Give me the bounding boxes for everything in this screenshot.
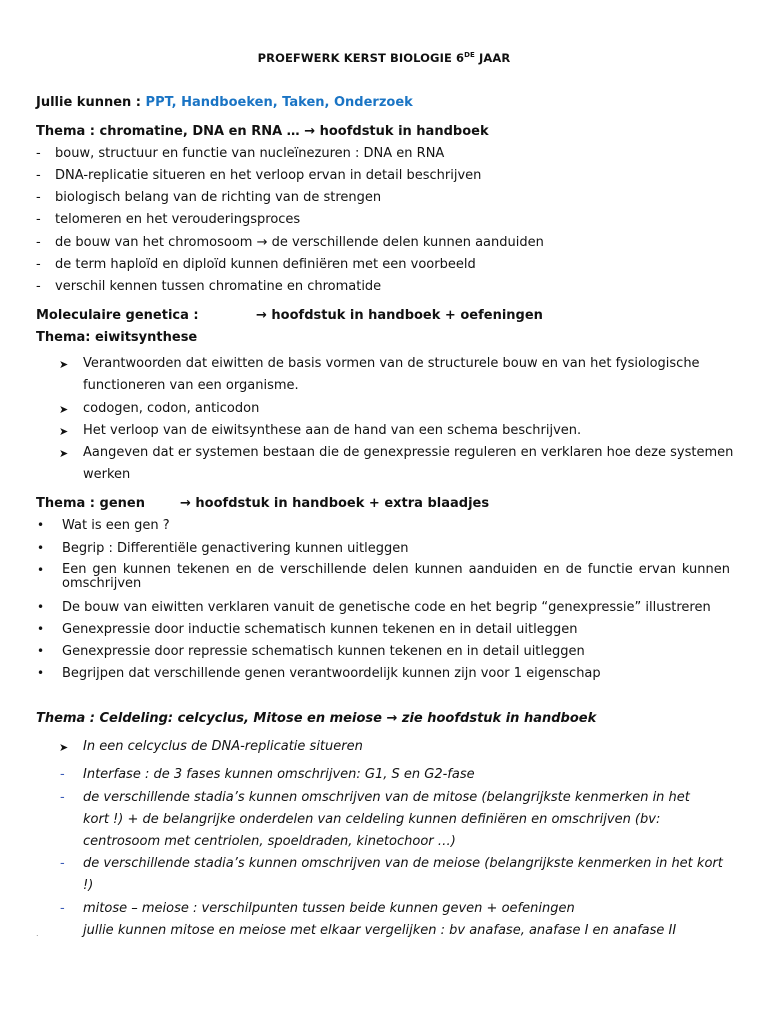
list-item: Genexpressie door repressie schematisch kunnen tekenen en in detail uitleggen [62, 644, 585, 659]
list-item-cont: functioneren van een organisme. [83, 378, 299, 393]
list-item: de verschillende stadia’s kunnen omschrijven van de mitose (belangrijkste kenmerken in het [83, 790, 690, 805]
intro-line: Jullie kunnen : PPT, Handboeken, Taken, Onderzoek [36, 95, 413, 110]
sec3-heading: Thema : genen → hoofdstuk in handboek + extra blaadjes [36, 496, 490, 511]
list-item: Verantwoorden dat eiwitten de basis vormen van de structurele bouw en van het fysiologische [83, 356, 700, 371]
list-item: Het verloop van de eiwitsynthese aan de hand van een schema beschrijven. [83, 423, 582, 438]
list-item: In een celcyclus de DNA-replicatie situeren [83, 739, 363, 754]
sec2-subheading: Thema: eiwitsynthese [36, 330, 198, 345]
list-item-cont: kort !) + de belangrijke onderdelen van celdeling kunnen definiëren en omschrijven (bv: [83, 812, 661, 827]
list-item-cont: werken [83, 467, 131, 482]
list-item: DNA-replicatie situeren en het verloop ervan in detail beschrijven [55, 168, 482, 183]
list-item: Een gen kunnen tekenen en de verschillende delen kunnen aanduiden en de functie ervan kunnen omschrijven [62, 562, 730, 591]
arrow-bullet-icon: ➤ [59, 425, 69, 438]
list-item-cont: !) [83, 878, 94, 893]
list-item: Genexpressie door inductie schematisch kunnen tekenen en in detail uitleggen [62, 622, 578, 637]
list-item: de verschillende stadia’s kunnen omschrijven van de meiose (belangrijkste kenmerken in het kort [83, 856, 723, 871]
list-item: jullie kunnen mitose en meiose met elkaar vergelijken : bv anafase, anafase I en anafase II [83, 923, 677, 938]
list-item: biologisch belang van de richting van de strengen [55, 190, 382, 205]
list-item: Begrip : Differentiële genactivering kunnen uitleggen [62, 541, 409, 556]
list-item: de bouw van het chromosoom → de verschillende delen kunnen aanduiden [55, 235, 544, 250]
list-item: de term haploïd en diploïd kunnen definiëren met een voorbeeld [55, 257, 476, 272]
list-item: bouw, structuur en functie van nucleïnezuren : DNA en RNA [55, 146, 445, 161]
list-item: Aangeven dat er systemen bestaan die de genexpressie reguleren en verklaren hoe deze systemen [83, 445, 734, 460]
arrow-bullet-icon: ➤ [59, 403, 69, 416]
list-item: codogen, codon, anticodon [83, 401, 260, 416]
list-item: telomeren en het verouderingsproces [55, 212, 301, 227]
page-title: PROEFWERK KERST BIOLOGIE 6DE JAAR [257, 51, 511, 65]
list-item: Interfase : de 3 fases kunnen omschrijven: G1, S en G2-fase [83, 767, 475, 782]
document-page: PROEFWERK KERST BIOLOGIE 6DE JAAR Jullie kunnen : PPT, Handboeken, Taken, Onderzoek Thema : chromatine, DNA en RNA … → hoofdstuk in handboek - bouw, structuur en functie van nucleïnezuren : DNA en RNA - DNA-replicatie situeren en het verloop ervan in detail beschrijven - biologisch belang van de richting van de strengen - telomeren en het verouderingsproces - de bouw van het chromosoom → de verschillende delen kunnen aanduiden - de term haploïd en diploïd kunnen definiëren met een voorbeeld - verschil kennen tussen chromatine en chromatide Moleculaire genetica : → hoofdstuk in handboek + oefeningen Thema: eiwitsynthese ➤ Verantwoorden dat eiwitten de basis vormen van de structurele bouw en van het fysiologische functioneren van een organisme. ➤ codogen, codon, anticodon ➤ Het verloop van de eiwitsynthese aan de hand van een schema beschrijven. ➤ Aangeven dat er systemen bestaan die de genexpressie reguleren en verklaren hoe deze systemen werken Thema : genen → hoofdstuk in handboek + extra blaadjes • Wat is een gen ? • Begrip : Differentiële genactivering kunnen uitleggen • Een gen kunnen tekenen en de verschillende delen kunnen aanduiden en de functie ervan kunnen omschrijven • De bouw van eiwitten verklaren vanuit de genetische code en het begrip “genexpressie” illustreren • Genexpressie door inductie schematisch kunnen tekenen en in detail uitleggen • Genexpressie door repressie schematisch kunnen tekenen en in detail uitleggen • Begrijpen dat verschillende genen verantwoordelijk kunnen zijn voor 1 eigenschap Thema : Celdeling: celcyclus, Mitose en meiose → zie hoofdstuk in handboek ➤ In een celcyclus de DNA-replicatie situeren - Interfase : de 3 fases kunnen omschrijven: G1, S en G2-fase - de verschillende stadia’s kunnen omschrijven van de mitose (belangrijkste kenmerken in het kort !) + de belangrijke onderdelen van celdeling kunnen definiëren en omschrijven (bv: centrosoom met centriolen, spoeldraden, kinetochoor …) - de verschillende stadia’s kunnen omschrijven van de meiose (belangrijkste kenmerken in het kort !) - mitose – meiose : verschilpunten tussen beide kunnen geven + oefeningen . jullie kunnen mitose en meiose met elkaar vergelijken : bv anafase, anafase I en anafase II [0, 0, 768, 1024]
arrow-bullet-icon: ➤ [59, 741, 69, 754]
list-item: De bouw van eiwitten verklaren vanuit de genetische code en het begrip “genexpressie” illustreren [62, 600, 711, 615]
sec4-heading: Thema : Celdeling: celcyclus, Mitose en meiose → zie hoofdstuk in handboek [36, 711, 597, 726]
list-item-cont: centrosoom met centriolen, spoeldraden, kinetochoor …) [83, 834, 456, 849]
list-item: mitose – meiose : verschilpunten tussen beide kunnen geven + oefeningen [83, 901, 575, 916]
arrow-bullet-icon: ➤ [59, 447, 69, 460]
arrow-bullet-icon: ➤ [59, 358, 69, 371]
sec1-heading: Thema : chromatine, DNA en RNA … → hoofdstuk in handboek [36, 124, 489, 139]
list-item: verschil kennen tussen chromatine en chromatide [55, 279, 382, 294]
list-item: Begrijpen dat verschillende genen verantwoordelijk kunnen zijn voor 1 eigenschap [62, 666, 601, 681]
list-item: Wat is een gen ? [62, 518, 170, 533]
sec2-heading: Moleculaire genetica : → hoofdstuk in handboek + oefeningen [36, 308, 543, 323]
